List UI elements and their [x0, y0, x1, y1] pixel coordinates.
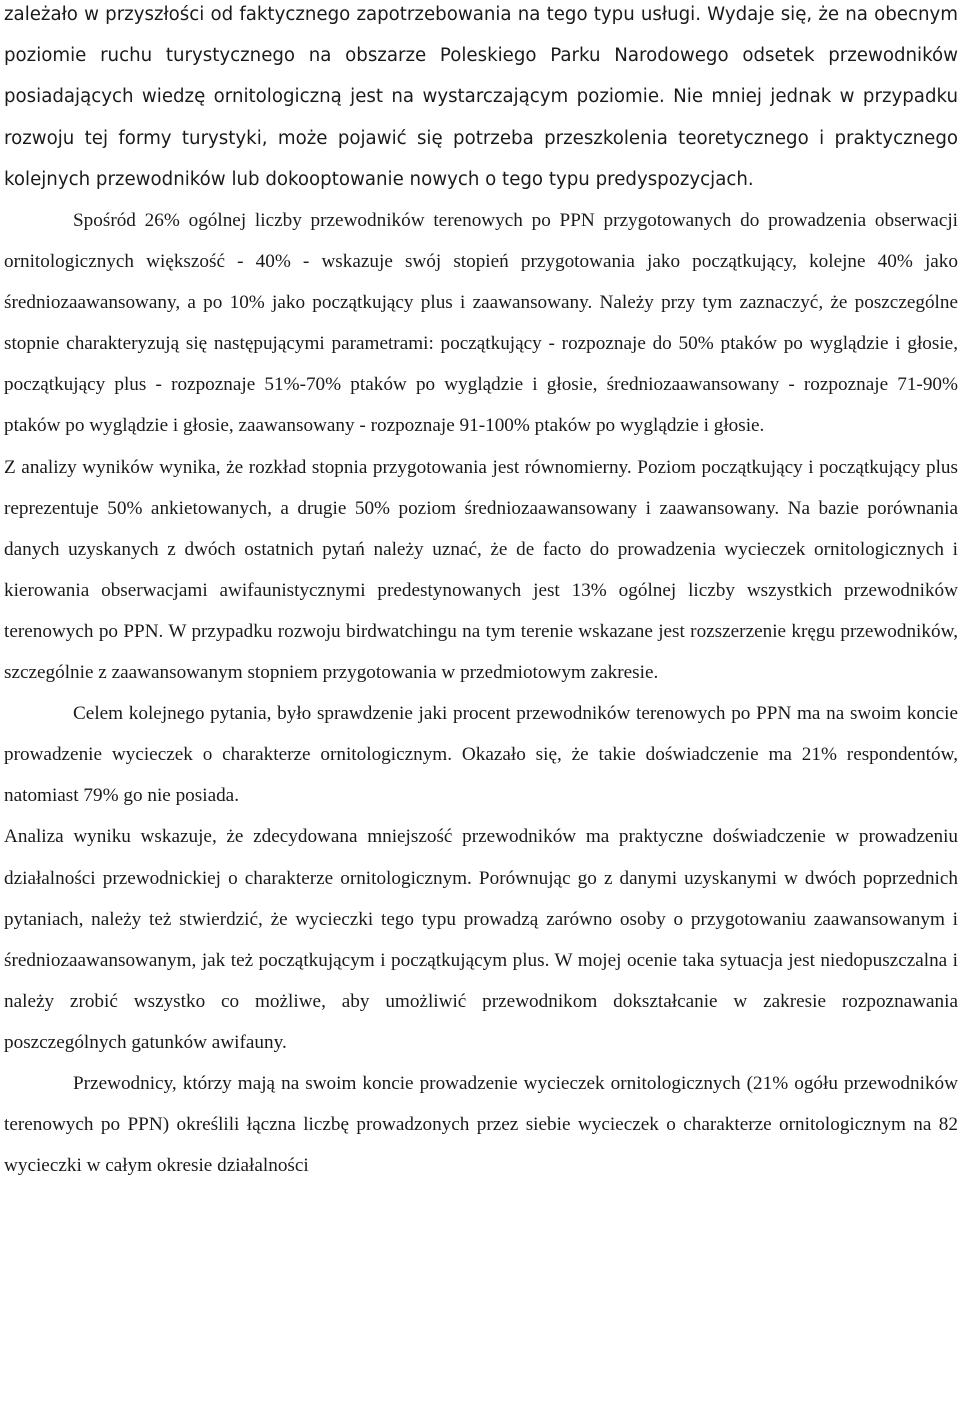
paragraph-3: Z analizy wyników wynika, że rozkład stopnia przygotowania jest równomierny. Poziom początkujący i początkujący plus reprezentuje 50% ankietowanych, a drugie 50% poziom średniozaawansowany i zaawansowany. Na bazie porównania danych uzyskanych z dwóch ostatnich pytań należy uznać, że de facto do prowadzenia wycieczek ornitologicznych i kierowania obserwacjami awifaunistycznymi predestynowanych jest 13% ogólnej liczby wszystkich przewodników terenowych po PPN. W przypadku rozwoju birdwatchingu na tym terenie wskazane jest rozszerzenie kręgu przewodników, szczególnie z zaawansowanym stopniem przygotowania w przedmiotowym zakresie.	[4, 456, 958, 684]
paragraph-2: Spośród 26% ogólnej liczby przewodników terenowych po PPN przygotowanych do prowadzenia obserwacji ornitologicznych większość - 40% - wskazuje swój stopień przygotowania jako początkujący, kolejne 40% jako średniozaawansowany, a po 10% jako początkujący plus i zaawansowany. Należy przy tym zaznaczyć, że poszczególne stopnie charakteryzują się następującymi parametrami: początkujący - rozpoznaje do 50% ptaków po wyglądzie i głosie, początkujący plus - rozpoznaje 51%-70% ptaków po wyglądzie i głosie, średniozaawansowany - rozpoznaje 71-90% ptaków po wyglądzie i głosie, zaawansowany - rozpoznaje 91-100% ptaków po wyglądzie i głosie.	[4, 210, 958, 437]
paragraph-4: Celem kolejnego pytania, było sprawdzenie jaki procent przewodników terenowych po PPN ma na swoim koncie prowadzenie wycieczek o charakterze ornitologicznym. Okazało się, że takie doświadczenie ma 21% respondentów, natomiast 79% go nie posiada.	[4, 703, 958, 807]
document-page	[4, 0, 958, 1186]
paragraph-5: Analiza wyniku wskazuje, że zdecydowana mniejszość przewodników ma praktyczne doświadczenie w prowadzeniu działalności przewodnickiej o charakterze ornitologicznym. Porównując go z danymi uzyskanymi w dwóch poprzednich pytaniach, należy też stwierdzić, że wycieczki tego typu prowadzą zarówno osoby o przygotowaniu zaawansowanym i średniozaawansowanym, jak też początkującym i początkującym plus. W mojej ocenie taka sytuacja jest niedopuszczalna i należy zrobić wszystko co możliwe, aby umożliwić przewodnikom dokształcanie w zakresie rozpoznawania poszczególnych gatunków awifauny.	[4, 826, 958, 1053]
paragraph-6: Przewodnicy, którzy mają na swoim koncie prowadzenie wycieczek ornitologicznych (21% ogółu przewodników terenowych po PPN) określili łączna liczbę prowadzonych przez siebie wycieczek o charakterze ornitologicznym na 82 wycieczki w całym okresie działalności	[4, 1072, 958, 1177]
paragraph-1: zależało w przyszłości od faktycznego zapotrzebowania na tego typu usługi. Wydaje się, że na obecnym poziomie ruchu turystycznego na obszarze Poleskiego Parku Narodowego odsetek przewodników posiadających wiedzę ornitologiczną jest na wystarczającym poziomie. Nie mniej jednak w przypadku rozwoju tej formy turystyki, może pojawić się potrzeba przeszkolenia teoretycznego i praktycznego kolejnych przewodników lub dokooptowanie nowych o tego typu predyspozycjach.	[4, 4, 958, 190]
